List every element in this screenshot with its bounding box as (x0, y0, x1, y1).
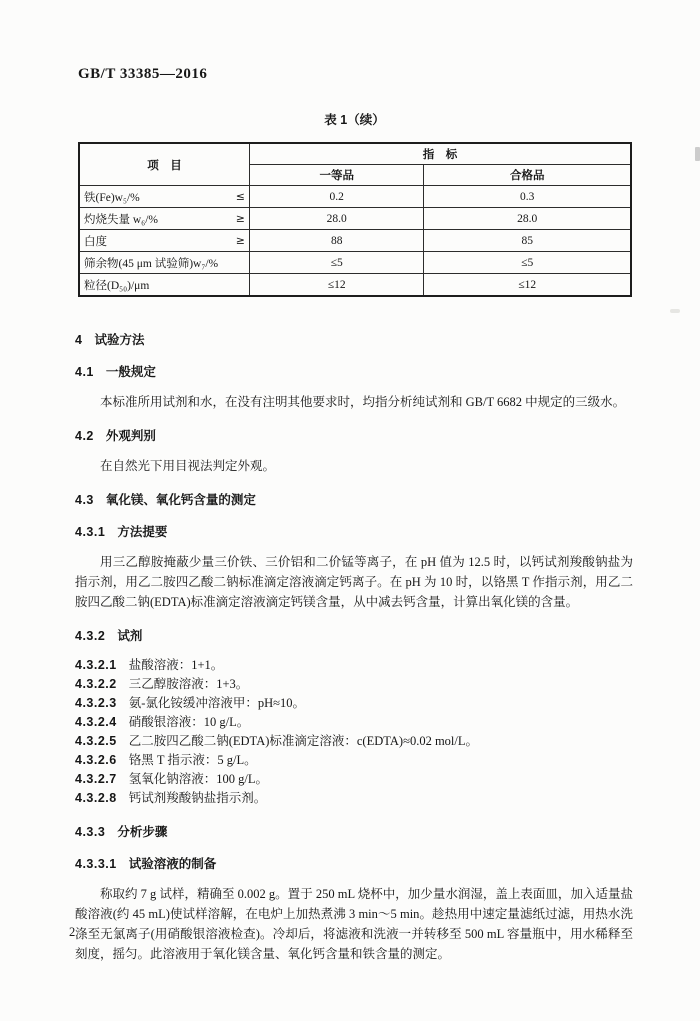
value-qualified: 85 (424, 230, 631, 252)
item-label: 灼烧失量 w₆/% (84, 213, 158, 226)
paragraph-4-3-1: 用三乙醇胺掩蔽少量三价铁、三价铝和二价锰等离子，在 pH 值为 12.5 时，以钙试剂羧酸钠盐为指示剂，用乙二胺四乙酸二钠标准滴定溶液滴定钙离子。在 pH 为 10 时，以铬黑 T 作指示剂，用乙二胺四乙酸二钠(EDTA)标准滴定溶液滴定钙镁含量，从中减去钙含量，计算出氧化镁的含量。 (75, 555, 633, 609)
section-number: 4.3.3.1 (75, 857, 117, 871)
clause-text: 钙试剂羧酸钠盐指示剂。 (128, 791, 267, 805)
table-header-indicator: 指 标 (249, 143, 631, 165)
relation-symbol: ≥ (235, 212, 245, 225)
table-header-row-1 (79, 143, 631, 165)
reagent-item (75, 713, 633, 732)
reagent-item (75, 694, 633, 713)
table-header-first-grade: 一等品 (249, 165, 424, 186)
reagent-item (75, 732, 633, 751)
section-title: 试剂 (117, 629, 143, 643)
clause-text: 铬黑 T 指示液：5 g/L。 (128, 753, 257, 767)
clause-text: 硝酸银溶液：10 g/L。 (128, 715, 250, 729)
clause-number: 4.3.2.8 (75, 791, 117, 805)
value-first-grade: ≤12 (249, 274, 424, 297)
section-heading-4 (75, 332, 633, 348)
table-header-qualified: 合格品 (424, 165, 631, 186)
clause-number: 4.3.2.3 (75, 696, 117, 710)
section-title: 氧化镁、氧化钙含量的测定 (105, 493, 256, 507)
section-heading-4-3-2 (75, 628, 633, 644)
section-title: 试验溶液的制备 (128, 857, 217, 871)
value-qualified: 0.3 (424, 186, 631, 208)
reagent-item (75, 770, 633, 789)
table-row (79, 230, 631, 252)
section-number: 4.1 (75, 365, 94, 379)
spec-table (78, 142, 632, 297)
table-row (79, 252, 631, 274)
clause-number: 4.3.2.2 (75, 677, 117, 691)
value-first-grade: ≤5 (249, 252, 424, 274)
item-cell (79, 186, 249, 208)
section-heading-4-3 (75, 492, 633, 508)
clause-number: 4.3.2.7 (75, 772, 117, 786)
section-heading-4-2 (75, 428, 633, 444)
value-first-grade: 0.2 (249, 186, 424, 208)
clause-text: 氨-氯化铵缓冲溶液甲：pH≈10。 (128, 696, 306, 710)
item-cell (79, 230, 249, 252)
section-number: 4.3.1 (75, 525, 106, 539)
table-header-item: 项 目 (79, 143, 249, 186)
section-number: 4.3.3 (75, 825, 106, 839)
item-label: 筛余物(45 μm 试验筛)w₇/% (84, 257, 219, 270)
table-row (79, 274, 631, 297)
paragraph-4-3-3-1: 称取约 7 g 试样，精确至 0.002 g。置于 250 mL 烧杯中，加少量水润湿，盖上表面皿，加入适量盐酸溶液(约 45 mL)使试样溶解，在电炉上加热煮沸 3 min～5 min。趁热用中速定量滤纸过滤，用热水洗涤至无氯离子(用硝酸银溶液检查)。冷却后，将滤液和洗液一并转移至 500 mL 容量瓶中，用水稀释至刻度，摇匀。此溶液用于氧化镁含量、氧化钙含量和铁含量的测定。 (75, 887, 633, 961)
reagent-item (75, 656, 633, 675)
item-label: 白度 (84, 235, 107, 248)
value-qualified: 28.0 (424, 208, 631, 230)
scan-artifact-mark (695, 147, 700, 161)
clause-number: 4.3.2.5 (75, 734, 117, 748)
section-number: 4.3 (75, 493, 94, 507)
section-number: 4.2 (75, 429, 94, 443)
section-title: 外观判别 (105, 429, 156, 443)
clause-text: 乙二胺四乙酸二钠(EDTA)标准滴定溶液：c(EDTA)≈0.02 mol/L。 (128, 734, 478, 748)
relation-symbol: ≥ (235, 234, 245, 247)
value-first-grade: 88 (249, 230, 424, 252)
standard-number: GB/T 33385—2016 (78, 66, 208, 82)
item-label: 铁(Fe)w₅/% (84, 191, 140, 204)
section-heading-4-1 (75, 364, 633, 380)
item-cell (79, 252, 249, 274)
section-title: 方法提要 (117, 525, 168, 539)
section-title: 分析步骤 (117, 825, 168, 839)
clause-number: 4.3.2.6 (75, 753, 117, 767)
section-heading-4-3-3-1 (75, 856, 633, 872)
paragraph-4-1: 本标准所用试剂和水，在没有注明其他要求时，均指分析纯试剂和 GB/T 6682 中规定的三级水。 (100, 395, 626, 409)
table-caption: 表 1（续） (324, 113, 385, 127)
page-number: 2 (69, 925, 76, 939)
relation-symbol: ≤ (235, 190, 245, 203)
paragraph-4-2: 在自然光下用目视法判定外观。 (100, 459, 276, 473)
clause-text: 盐酸溶液：1+1。 (128, 658, 224, 672)
section-heading-4-3-3 (75, 824, 633, 840)
clause-text: 氢氧化钠溶液：100 g/L。 (128, 772, 268, 786)
reagent-item (75, 675, 633, 694)
document-body (75, 326, 633, 976)
clause-number: 4.3.2.4 (75, 715, 117, 729)
clause-number: 4.3.2.1 (75, 658, 117, 672)
scan-smudge-mark (670, 309, 680, 313)
reagent-item (75, 751, 633, 770)
section-number: 4.3.2 (75, 629, 106, 643)
table-row (79, 208, 631, 230)
item-cell (79, 208, 249, 230)
section-title: 试验方法 (94, 333, 145, 347)
section-heading-4-3-1 (75, 524, 633, 540)
item-label: 粒径(D₅₀)/μm (84, 279, 150, 292)
value-qualified: ≤5 (424, 252, 631, 274)
section-title: 一般规定 (105, 365, 156, 379)
section-number: 4 (75, 333, 83, 347)
value-first-grade: 28.0 (249, 208, 424, 230)
clause-text: 三乙醇胺溶液：1+3。 (128, 677, 249, 691)
reagent-list (75, 656, 633, 808)
reagent-item (75, 789, 633, 808)
value-qualified: ≤12 (424, 274, 631, 297)
table-row (79, 186, 631, 208)
item-cell (79, 274, 249, 297)
